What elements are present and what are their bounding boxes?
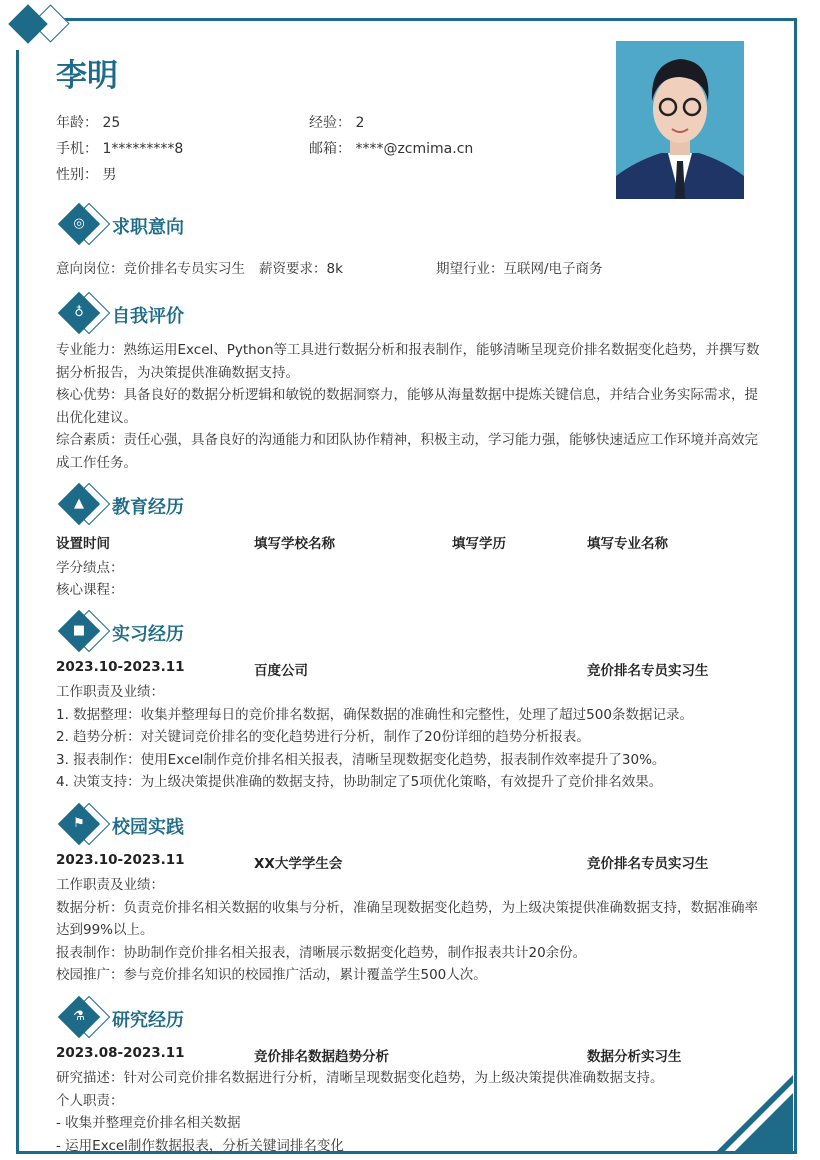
edu-degree: 填写学历 bbox=[452, 536, 506, 552]
edu-courses: 核心课程： bbox=[56, 582, 124, 598]
briefcase-icon: ■ bbox=[72, 623, 86, 638]
intern-line: 2. 趋势分析：对关键词竞价排名的变化趋势进行分析，制作了20份详细的趋势分析报表。 bbox=[56, 729, 590, 745]
intern-line: 1. 数据整理：收集并整理每日的竞价排名数据，确保数据的准确性和完整性，处理了超过500条数据记录。 bbox=[56, 706, 693, 723]
research-line: 研究描述：针对公司竞价排名数据进行分析，清晰呈现数据变化趋势，为上级决策提供准确数据支持。 bbox=[56, 1070, 664, 1086]
diamond-decoration bbox=[8, 4, 48, 44]
section-title: 自我评价 bbox=[112, 306, 184, 327]
email-value: ****@zcmima.cn bbox=[355, 141, 474, 157]
frame-right-line bbox=[794, 18, 797, 1154]
self-eval-item: 综合素质：责任心强，具备良好的沟通能力和团队协作精神，积极主动，学习能力强，能够快速适应工作环境并高效完成工作任务。 bbox=[56, 432, 758, 471]
campus-line: 校园推广：参与竞价排名知识的校园推广活动，累计覆盖学生500人次。 bbox=[56, 967, 487, 983]
section-title: 研究经历 bbox=[112, 1010, 184, 1031]
intern-role: 竞价排名专员实习生 bbox=[587, 663, 709, 679]
target-icon: ◎ bbox=[73, 216, 85, 231]
intent-industry: 期望行业：互联网/电子商务 bbox=[436, 261, 603, 277]
age-label: 年龄： bbox=[56, 115, 98, 131]
campus-line: 工作职责及业绩： bbox=[56, 877, 164, 893]
self-eval-item: 专业能力：熟练运用Excel、Python等工具进行数据分析和报表制作，能够清晰呈现竞价排名数据变化趋势，并撰写数据分析报告，为决策提供准确数据支持。 bbox=[56, 342, 760, 381]
research-line: - 运用Excel制作数据报表，分析关键词排名变化 bbox=[56, 1137, 344, 1154]
edu-time: 设置时间 bbox=[56, 536, 110, 552]
campus-line: 数据分析：负责竞价排名相关数据的收集与分析，准确呈现数据变化趋势，为上级决策提供准确数据支持，数据准确率达到99%以上。 bbox=[56, 899, 758, 938]
edu-major: 填写专业名称 bbox=[587, 536, 668, 552]
candidate-name: 李明 bbox=[56, 58, 118, 94]
intern-line: 4. 决策支持：为上级决策提供准确的数据支持，协助制定了5项优化策略，有效提升了竞价排名效果。 bbox=[56, 774, 663, 790]
section-title: 教育经历 bbox=[112, 497, 184, 518]
intern-line: 3. 报表制作：使用Excel制作竞价排名相关报表，清晰呈现数据变化趋势，报表制作效率提升了30%。 bbox=[56, 751, 666, 768]
intern-company: 百度公司 bbox=[254, 663, 308, 679]
section-title: 校园实践 bbox=[112, 817, 184, 838]
edu-school: 填写学校名称 bbox=[254, 536, 335, 552]
campus-role: 竞价排名专员实习生 bbox=[587, 856, 709, 872]
research-time: 2023.08-2023.11 bbox=[56, 1045, 185, 1061]
experience-value: 2 bbox=[355, 115, 365, 131]
intern-line: 工作职责及业绩： bbox=[56, 684, 164, 700]
frame-top-line bbox=[55, 18, 797, 21]
flask-icon: ⚗ bbox=[73, 1009, 85, 1024]
graduation-cap-icon: ▲ bbox=[74, 496, 84, 511]
research-role: 数据分析实习生 bbox=[587, 1049, 682, 1065]
intent-salary: 薪资要求：8k bbox=[259, 261, 343, 277]
phone-value: 1*********8 bbox=[102, 141, 184, 157]
section-title: 实习经历 bbox=[112, 624, 184, 645]
campus-line: 报表制作：协助制作竞价排名相关报表，清晰展示数据变化趋势，制作报表共计20余份。 bbox=[56, 944, 587, 961]
experience-label: 经验： bbox=[309, 115, 351, 131]
profile-photo bbox=[616, 41, 744, 199]
research-project: 竞价排名数据趋势分析 bbox=[254, 1049, 389, 1065]
research-line: 个人职责： bbox=[56, 1092, 124, 1109]
campus-org: XX大学学生会 bbox=[254, 856, 343, 872]
section-title: 求职意向 bbox=[112, 217, 184, 238]
bulb-icon: ♁ bbox=[74, 305, 84, 320]
gender-label: 性别： bbox=[56, 167, 98, 183]
intern-time: 2023.10-2023.11 bbox=[56, 659, 185, 675]
people-icon: ⚑ bbox=[73, 816, 85, 831]
frame-left-line bbox=[16, 50, 19, 1154]
research-line: - 收集并整理竞价排名相关数据 bbox=[56, 1115, 241, 1131]
email-label: 邮箱： bbox=[309, 141, 351, 157]
gender-value: 男 bbox=[102, 167, 117, 183]
age-value: 25 bbox=[102, 115, 121, 131]
campus-time: 2023.10-2023.11 bbox=[56, 852, 185, 868]
self-eval-item: 核心优势：具备良好的数据分析逻辑和敏锐的数据洞察力，能够从海量数据中提炼关键信息，并结合业务实际需求，提出优化建议。 bbox=[56, 387, 758, 426]
intent-position: 意向岗位：竞价排名专员实习生 bbox=[56, 261, 245, 277]
phone-label: 手机： bbox=[56, 141, 98, 157]
edu-gpa: 学分绩点： bbox=[56, 560, 124, 576]
